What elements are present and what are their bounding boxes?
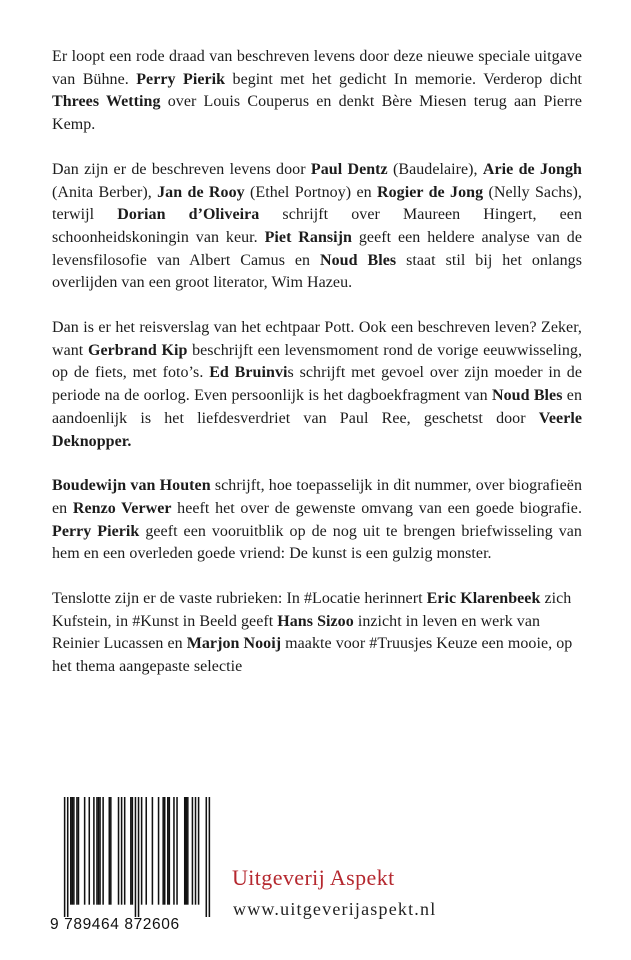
barcode-bar bbox=[110, 797, 112, 905]
text-run: schrijft, hoe toepasselijk in dit nummer, over biografieën en bbox=[52, 477, 582, 517]
contributor-name: Perry Pierik bbox=[136, 70, 226, 88]
text-run: heeft het over de gewenste omvang van een goede biografie. bbox=[171, 499, 583, 517]
barcode-bar bbox=[186, 797, 188, 905]
blurb-text bbox=[52, 46, 582, 701]
barcode-bar bbox=[164, 797, 166, 905]
paragraph-1 bbox=[52, 46, 582, 137]
publisher-website[interactable]: www.uitgeverijaspekt.nl bbox=[233, 899, 437, 919]
barcode-bar bbox=[84, 797, 86, 905]
barcode-bar bbox=[88, 797, 90, 905]
text-run: Dan is er het reisverslag van het echtpaar Pott. Ook een beschreven leven? Zeker, want bbox=[52, 319, 582, 359]
barcode-bar bbox=[64, 797, 66, 917]
barcode-bar bbox=[195, 797, 197, 905]
barcode-bar bbox=[152, 797, 154, 905]
barcode-bar bbox=[93, 797, 95, 905]
isbn-barcode bbox=[50, 797, 224, 935]
contributor-name: Rogier de Jong bbox=[377, 183, 484, 201]
barcode-bar bbox=[78, 797, 80, 905]
contributor-name: Veerle Deknopper. bbox=[52, 409, 582, 450]
barcode-bar bbox=[138, 797, 140, 917]
text-run: geeft een vooruitblik op de nog uit te brengen briefwisseling van hem en een overleden goede vriend: De kunst is een gulzig monster. bbox=[52, 522, 582, 563]
text-run: over Louis Couperus en denkt Bère Miesen terug aan Pierre Kemp. bbox=[52, 93, 582, 134]
barcode-bar bbox=[73, 797, 75, 905]
barcode-bar bbox=[102, 797, 104, 905]
contributor-name: Paul Dentz bbox=[310, 160, 388, 178]
text-run: (Anita Berber), bbox=[52, 183, 158, 201]
contributor-name: Jan de Rooy bbox=[157, 183, 245, 201]
paragraph-2 bbox=[52, 159, 582, 295]
barcode-bar bbox=[141, 797, 143, 905]
isbn-number: 9 789464 872606 bbox=[50, 916, 180, 933]
barcode-bar bbox=[187, 797, 189, 905]
barcode-bar bbox=[121, 797, 123, 905]
contributor-name: Noud Bles bbox=[320, 251, 397, 269]
barcode-bar bbox=[132, 797, 134, 905]
contributor-name: Hans Sizoo bbox=[277, 612, 354, 630]
paragraph-5 bbox=[52, 588, 582, 679]
contributor-name: Renzo Verwer bbox=[72, 499, 172, 517]
contributor-name: Marjon Nooij bbox=[186, 635, 282, 653]
text-run: beschrijft een levensmoment rond de vorige eeuwwisseling, op de fiets, met foto’s. bbox=[52, 341, 582, 382]
barcode-bar bbox=[67, 797, 69, 917]
text-run: en aandoenlijk is het liefdesverdriet van Paul Ree, geschetst door bbox=[52, 387, 582, 427]
contributor-name: Gerbrand Kip bbox=[87, 341, 188, 359]
text-run: begint met het gedicht In memorie. Verderop dicht bbox=[225, 70, 582, 88]
barcode-bar bbox=[135, 797, 137, 917]
barcode-bar bbox=[176, 797, 178, 905]
text-run: (Baudelaire), bbox=[387, 160, 483, 178]
text-run: Tenslotte zijn er de vaste rubrieken: In #Locatie herinnert bbox=[52, 590, 427, 608]
barcode-bar bbox=[76, 797, 78, 905]
barcode-bar bbox=[145, 797, 147, 905]
contributor-name: Ed Bruinvi bbox=[209, 364, 288, 382]
text-run: zich Kufstein, in #Kunst in Beeld geeft bbox=[52, 590, 572, 630]
barcode-bar bbox=[96, 797, 98, 905]
contributor-name: Eric Klarenbeek bbox=[426, 590, 541, 608]
contributor-name: Dorian d’Oliveira bbox=[117, 206, 260, 224]
barcode-bar bbox=[130, 797, 132, 905]
text-run: Dan zijn er de beschreven levens door bbox=[52, 160, 311, 178]
text-run: inzicht in leven en werk van Reinier Lucassen en bbox=[52, 612, 541, 653]
barcode-bar bbox=[99, 797, 101, 905]
text-run: Er loopt een rode draad van beschreven levens door deze nieuwe speciale uitgave van Bühne. bbox=[52, 48, 582, 88]
barcode-bar bbox=[109, 797, 111, 905]
barcode-bar bbox=[70, 797, 72, 905]
text-run: staat stil bij het onlangs overlijden van een groot literator, Wim Hazeu. bbox=[52, 251, 582, 292]
barcode-bar bbox=[198, 797, 200, 905]
publisher-name: Uitgeverij Aspekt bbox=[232, 865, 395, 890]
barcode-bars bbox=[50, 797, 224, 917]
barcode-bar bbox=[167, 797, 169, 905]
barcode-bar bbox=[158, 797, 160, 905]
text-run: maakte voor #Truusjes Keuze een mooie, op het thema aangepaste selectie bbox=[52, 635, 573, 676]
barcode-bar bbox=[118, 797, 120, 905]
barcode-bar bbox=[162, 797, 164, 905]
barcode-bar bbox=[173, 797, 175, 905]
contributor-name: Boudewijn van Houten bbox=[52, 477, 211, 495]
barcode-bar bbox=[98, 797, 100, 905]
paragraph-4 bbox=[52, 475, 582, 566]
text-run: s schrijft met gevoel over zijn moeder in de periode na de oorlog. Even persoonlijk is het dagboekfragment van bbox=[52, 364, 582, 405]
barcode-bar bbox=[124, 797, 126, 905]
text-run: (Nelly Sachs), terwijl bbox=[52, 183, 582, 224]
text-run: (Ethel Portnoy) en bbox=[244, 183, 378, 201]
contributor-name: Threes Wetting bbox=[52, 93, 161, 111]
contributor-name: Arie de Jongh bbox=[482, 160, 583, 178]
paragraph-3 bbox=[52, 317, 582, 453]
barcode-bar bbox=[209, 797, 211, 917]
barcode-bar bbox=[169, 797, 171, 905]
text-run: geeft een heldere analyse van de levensfilosofie van Albert Camus en bbox=[52, 228, 582, 269]
contributor-name: Piet Ransijn bbox=[264, 228, 353, 246]
barcode-bar bbox=[72, 797, 74, 905]
text-run: schrijft over Maureen Hingert, een schoonheidskoningin van keur. bbox=[52, 206, 582, 246]
contributor-name: Noud Bles bbox=[491, 387, 563, 405]
barcode-bar bbox=[206, 797, 208, 917]
barcode-bar bbox=[184, 797, 186, 905]
barcode-bar bbox=[192, 797, 194, 905]
contributor-name: Perry Pierik bbox=[52, 522, 140, 540]
